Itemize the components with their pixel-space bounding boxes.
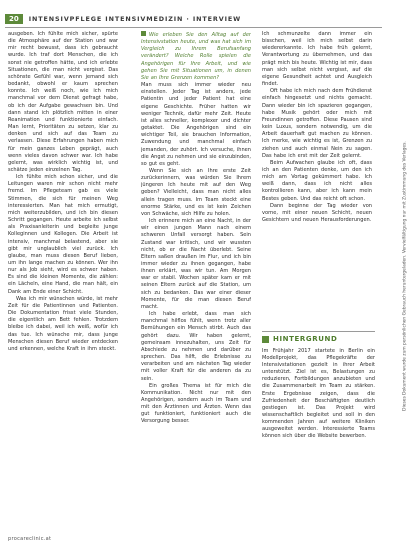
question-marker-icon [141, 31, 146, 36]
paragraph: ausgeben. Ich fühlte mich sicher, spürte die Atmosphäre auf der Station und war mir recht bewusst, dass ich gebraucht wurde. Ich traf dort Menschen, die ich sonst nie getroffen hätte, und ich erlebte Situationen, die man nicht vergisst. Das schönste Gefühl war, wenn jemand sich bedankt, obwohl er kaum sprechen konnte. Ich weiß noch, wie ich mich manchmal vor dem Dienst gefragt habe, ob ich der Aufgabe gewachsen bin. Und dann stand ich plötzlich mitten in einer Reanimation und funktionierte einfach. Man lernt, Prioritäten zu setzen, klar zu denken und sich auf das Team zu verlassen. Diese Erfahrungen haben mich für mein ganzes Leben geprägt, auch wenn vieles davon schwer war. Ich habe gelernt, was wirklich wichtig ist, und schätze jeden einzelnen Tag. [8, 31, 118, 173]
question-text: Wie erleben Sie den Alltag auf der Intensivstation heute, und was hat sich im Vergleich zu Ihrem Berufsanfang verändert? Welche Rolle spielen die Angehörigen für Ihre Arbeit, und wie gehen Sie mit Situationen um, in denen Sie an Ihre Grenzen kommen? [141, 32, 251, 81]
box-text: Im Frühjahr 2017 startete in Berlin ein Modellprojekt, das Pflegekräfte der Intensivstationen gezielt in ihrer Arbeit unterstützt. Ziel ist es, Belastungen zu reduzieren, Fortbildungen anzubieten und die Zusammenarbeit im Team zu stärken. Erste Ergebnisse zeigen, dass die Zufriedenheit der Beschäftigten deutlich gestiegen ist. Das Projekt wird wissenschaftlich begleitet und soll in den kommenden Jahren auf weitere Kliniken ausgeweitet werden. Interessierte Teams können sich über die Website bewerben. [262, 348, 375, 440]
footer-url: procareclinic.at [8, 536, 52, 542]
square-bullet-icon [262, 336, 269, 343]
paragraph: Beim Aufwachen glaube ich oft, dass ich an den Patienten denke, um den ich mich am Vortag gekümmert habe. Ich weiß dann, dass ich nicht alles kontrollieren kann, aber ich kann mein Bestes geben. Und das reicht oft schon. [262, 159, 372, 202]
page-header [5, 13, 383, 24]
article-column-2 [141, 31, 251, 521]
paragraph: Ein großes Thema ist für mich die Kommunikation. Nicht nur mit den Angehörigen, sondern auch im Team und mit den Ärztinnen und Ärzten. Wenn das gut funktioniert, funktioniert auch die Versorgung besser. [141, 382, 251, 425]
interview-question [141, 31, 251, 82]
paragraph: Oft habe ich mich nach dem Frühdienst einfach hingesetzt und nichts gemacht. Dann wieder bin ich spazieren gegangen, habe Musik gehört oder mich mit Freundinnen getroffen. Diese Pausen sind kein Luxus, sondern notwendig, um die Arbeit dauerhaft gut machen zu können. Ich merke, wie wichtig es ist, Grenzen zu ziehen und auch einmal Nein zu sagen. Das habe ich erst mit der Zeit gelernt. [262, 88, 372, 159]
header-rule [5, 27, 382, 28]
article-column-1 [8, 31, 118, 531]
article-column-3 [262, 31, 372, 347]
paragraph: Ich erinnere mich an eine Nacht, in der wir einen jungen Mann nach einem schweren Unfall versorgt haben. Sein Zustand war kritisch, und wir wussten nicht, ob er die Nacht überlebt. Seine Eltern saßen draußen im Flur, und ich bin immer wieder zu ihnen gegangen, habe ihnen erklärt, was wir tun. Am Morgen war er stabil. Wochen später kam er mit seinen Eltern zurück auf die Station, um sich zu bedanken. Das war einer dieser Momente, für die man diesen Beruf macht. [141, 218, 251, 310]
paragraph: Ich fühlte mich schon sicher, und die Leitungen waren mir schon nicht mehr fremd. Im Pflegeteam gab es viele Stimmen, die sich für meinen Weg interessierten. Man hat mich ermutigt, mich weiterzubilden, und ich bin diesen Schritt gegangen. Heute arbeite ich selbst als Praxisanleiterin und begleite junge Kolleginnen und Kollegen. Die Arbeit ist intensiv, manchmal belastend, aber sie gibt mir unglaublich viel zurück. Ich glaube, man muss diesen Beruf lieben, um ihn lange machen zu können. Wer ihn nur als Job sieht, wird es schwer haben. Es sind die kleinen Momente, die zählen: ein Lächeln, eine Hand, die man hält, ein Dank am Ende einer Schicht. [8, 174, 118, 295]
page-number: 20 [5, 14, 23, 24]
paragraph: Was ich mir wünschen würde, ist mehr Zeit für die Patientinnen und Patienten. Die Dokumentation frisst viele Stunden, die eigentlich am Bett fehlen. Trotzdem bleibe ich dabei, weil ich weiß, wofür ich das tue. Ich wünsche mir, dass junge Menschen diesen Beruf wieder entdecken und erkennen, welche Kraft in ihm steckt. [8, 295, 118, 352]
paragraph: Dann beginne der Tag wieder von vorne, mit einer neuen Schicht, neuen Gesichtern und neuen Herausforderungen. [262, 202, 372, 224]
paragraph: Ich schmunzelte dann immer ein bisschen, weil ich mich selbst darin wiedererkannte. Ich habe früh gelernt, Verantwortung zu übernehmen, und das prägt mich bis heute. Wichtig ist mir, dass man sich selbst nicht vergisst, auf die eigene Gesundheit achtet und Ausgleich findet. [262, 31, 372, 88]
paragraph: Ich habe erlebt, dass man sich manchmal hilflos fühlt, wenn trotz aller Bemühungen ein Mensch stirbt. Auch das gehört dazu. Wir haben gelernt, gemeinsam innezuhalten, uns Zeit für Abschiede zu nehmen und darüber zu sprechen. Das hilft, die Erlebnisse zu verarbeiten und am nächsten Tag wieder mit voller Kraft für die anderen da zu sein. [141, 311, 251, 382]
section-title: INTENSIVPFLEGE INTENSIVMEDIZIN · INTERVIEW [28, 14, 242, 23]
copyright-sidenote: Dieses Dokument wurde zum persönlichen Gebrauch heruntergeladen. Vervielfältigung nur mit Zustimmung des Verlages. [402, 141, 408, 411]
box-header [262, 335, 375, 343]
background-info-box [262, 331, 375, 494]
paragraph: Man muss sich immer wieder neu einstellen. Jeder Tag ist anders, jede Patientin und jeder Patient hat eine eigene Geschichte. Früher hatten wir weniger Technik, dafür mehr Zeit. Heute ist alles schneller, komplexer und dichter getaktet. Die Angehörigen sind ein wichtiger Teil, sie brauchen Information, Zuwendung und manchmal einfach jemanden, der zuhört. Ich versuche, ihnen die Angst zu nehmen und sie einzubinden, so gut es geht. [141, 82, 251, 167]
paragraph: Wenn Sie sich an Ihre erste Zeit zurückerinnern, was würden Sie Ihrem jüngeren Ich heute mit auf den Weg geben? Vielleicht, dass man nicht alles allein tragen muss. Im Team steckt eine enorme Stärke, und es ist kein Zeichen von Schwäche, sich Hilfe zu holen. [141, 167, 251, 217]
box-heading: HINTERGRUND [273, 335, 338, 343]
